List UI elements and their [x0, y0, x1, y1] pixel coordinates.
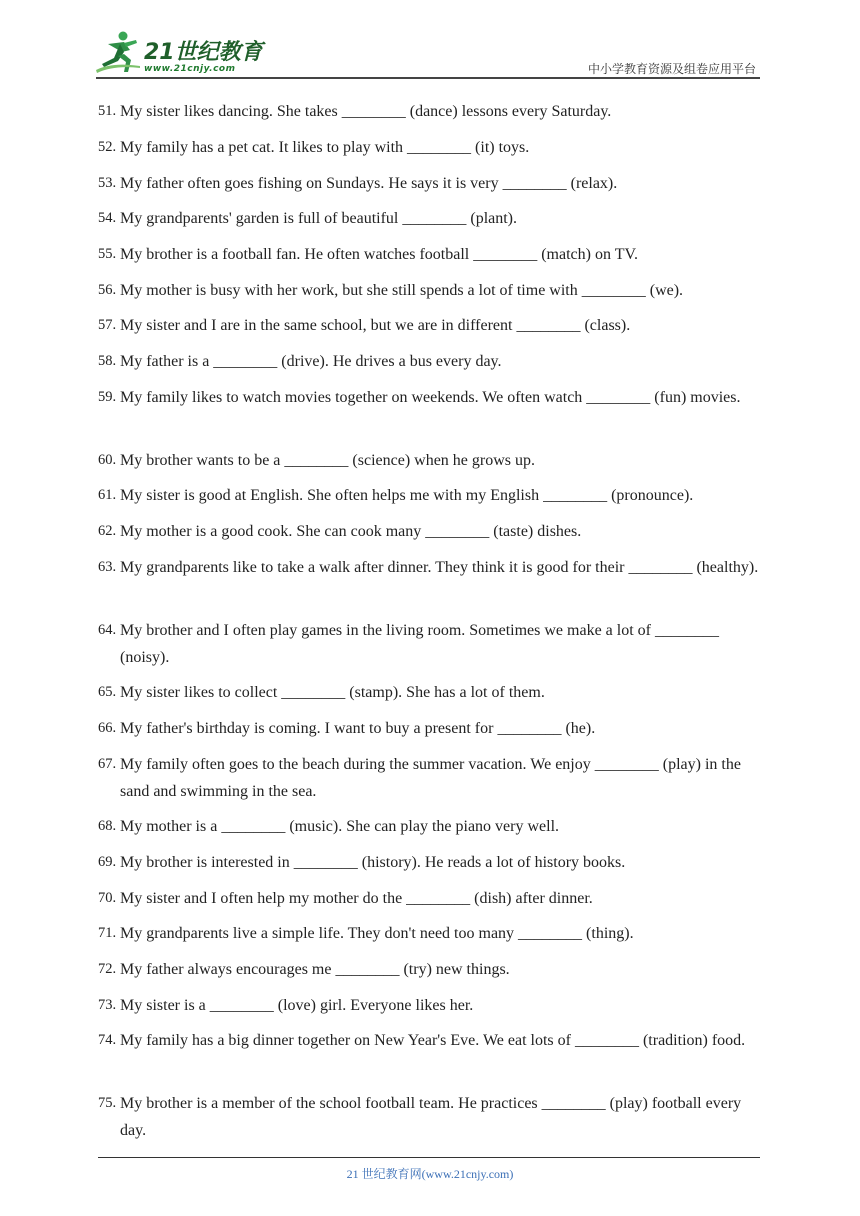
question-text: My brother is a football fan. He often watches football ________ (match) on TV. — [120, 246, 638, 263]
question-number: 61. — [98, 487, 117, 503]
question-item — [98, 1027, 766, 1054]
question-text: My father's birthday is coming. I want to buy a present for ________ (he). — [120, 720, 596, 737]
question-text: My family has a pet cat. It likes to play with ________ (it) toys. — [120, 139, 530, 156]
question-item — [98, 813, 766, 840]
question-number: 60. — [98, 452, 117, 468]
question-number: 53. — [98, 175, 117, 191]
question-text: My mother is a good cook. She can cook many ________ (taste) dishes. — [120, 523, 582, 540]
question-number: 58. — [98, 353, 117, 369]
question-number: 73. — [98, 997, 117, 1013]
question-item — [98, 482, 766, 509]
question-text: My brother is interested in ________ (history). He reads a lot of history books. — [120, 854, 626, 871]
question-number: 52. — [98, 139, 117, 155]
question-item — [98, 715, 766, 742]
logo-text: 21世纪教育 — [144, 40, 263, 65]
footer-divider — [98, 1157, 760, 1158]
question-item — [98, 384, 766, 411]
question-text: My mother is busy with her work, but she still spends a lot of time with ________ (we). — [120, 282, 684, 299]
question-number: 67. — [98, 756, 117, 772]
question-number: 56. — [98, 282, 117, 298]
question-item — [98, 617, 766, 671]
question-text: My brother is a member of the school football team. He practices ________ (play) football every day. — [120, 1095, 742, 1139]
question-text: My grandparents live a simple life. They don't need too many ________ (thing). — [120, 925, 634, 942]
question-item — [98, 679, 766, 706]
question-item — [98, 312, 766, 339]
question-item — [98, 205, 766, 232]
question-text: My grandparents like to take a walk after dinner. They think it is good for their ________ (healthy). — [120, 559, 759, 576]
question-number: 68. — [98, 818, 117, 834]
question-number: 57. — [98, 317, 117, 333]
question-item — [98, 348, 766, 375]
question-text: My father is a ________ (drive). He drives a bus every day. — [120, 353, 502, 370]
header-divider — [96, 77, 760, 79]
question-item — [98, 98, 766, 125]
question-number: 74. — [98, 1032, 117, 1048]
question-text: My father often goes fishing on Sundays. He says it is very ________ (relax). — [120, 175, 618, 192]
question-item — [98, 885, 766, 912]
question-text: My sister and I often help my mother do the ________ (dish) after dinner. — [120, 890, 593, 907]
question-number: 54. — [98, 210, 117, 226]
question-item — [98, 849, 766, 876]
platform-title: 中小学教育资源及组卷应用平台 — [587, 62, 756, 76]
question-text: My sister likes to collect ________ (stamp). She has a lot of them. — [120, 684, 545, 701]
question-item — [98, 554, 766, 581]
question-text: My father always encourages me ________ (try) new things. — [120, 961, 510, 978]
question-item — [98, 277, 766, 304]
question-number: 59. — [98, 389, 117, 405]
question-item — [98, 992, 766, 1019]
question-item — [98, 920, 766, 947]
question-item — [98, 134, 766, 161]
question-text: My grandparents' garden is full of beautiful ________ (plant). — [120, 210, 518, 227]
question-item — [98, 170, 766, 197]
question-text: My sister likes dancing. She takes ________ (dance) lessons every Saturday. — [120, 103, 612, 120]
question-number: 66. — [98, 720, 117, 736]
question-number: 51. — [98, 103, 117, 119]
question-item — [98, 956, 766, 983]
question-text: My family likes to watch movies together on weekends. We often watch ________ (fun) movies. — [120, 389, 741, 406]
logo-url: www.21cnjy.com — [144, 64, 236, 74]
question-text: My sister and I are in the same school, but we are in different ________ (class). — [120, 317, 631, 334]
runner-icon — [94, 30, 144, 76]
question-number: 65. — [98, 684, 117, 700]
question-text: My brother and I often play games in the living room. Sometimes we make a lot of ________ (noisy). — [120, 622, 719, 666]
page-header — [0, 0, 860, 82]
question-number: 55. — [98, 246, 117, 262]
question-item — [98, 1090, 766, 1144]
question-number: 69. — [98, 854, 117, 870]
question-number: 70. — [98, 890, 117, 906]
question-number: 62. — [98, 523, 117, 539]
question-number: 64. — [98, 622, 117, 638]
question-item — [98, 518, 766, 545]
question-item — [98, 447, 766, 474]
question-item — [98, 241, 766, 268]
question-number: 75. — [98, 1095, 117, 1111]
page-footer: 21 世纪教育网(www.21cnjy.com) — [346, 1167, 514, 1181]
question-text: My brother wants to be a ________ (science) when he grows up. — [120, 452, 536, 469]
question-text: My family has a big dinner together on New Year's Eve. We eat lots of ________ (tradition) food. — [120, 1032, 746, 1049]
question-number: 72. — [98, 961, 117, 977]
question-number: 71. — [98, 925, 117, 941]
question-text: My mother is a ________ (music). She can play the piano very well. — [120, 818, 560, 835]
question-text: My family often goes to the beach during the summer vacation. We enjoy ________ (play) in the sand and swimming in the sea. — [120, 756, 741, 800]
logo — [94, 30, 264, 78]
question-text: My sister is a ________ (love) girl. Everyone likes her. — [120, 997, 474, 1014]
question-number: 63. — [98, 559, 117, 575]
question-item — [98, 751, 766, 805]
question-text: My sister is good at English. She often helps me with my English ________ (pronounce). — [120, 487, 694, 504]
